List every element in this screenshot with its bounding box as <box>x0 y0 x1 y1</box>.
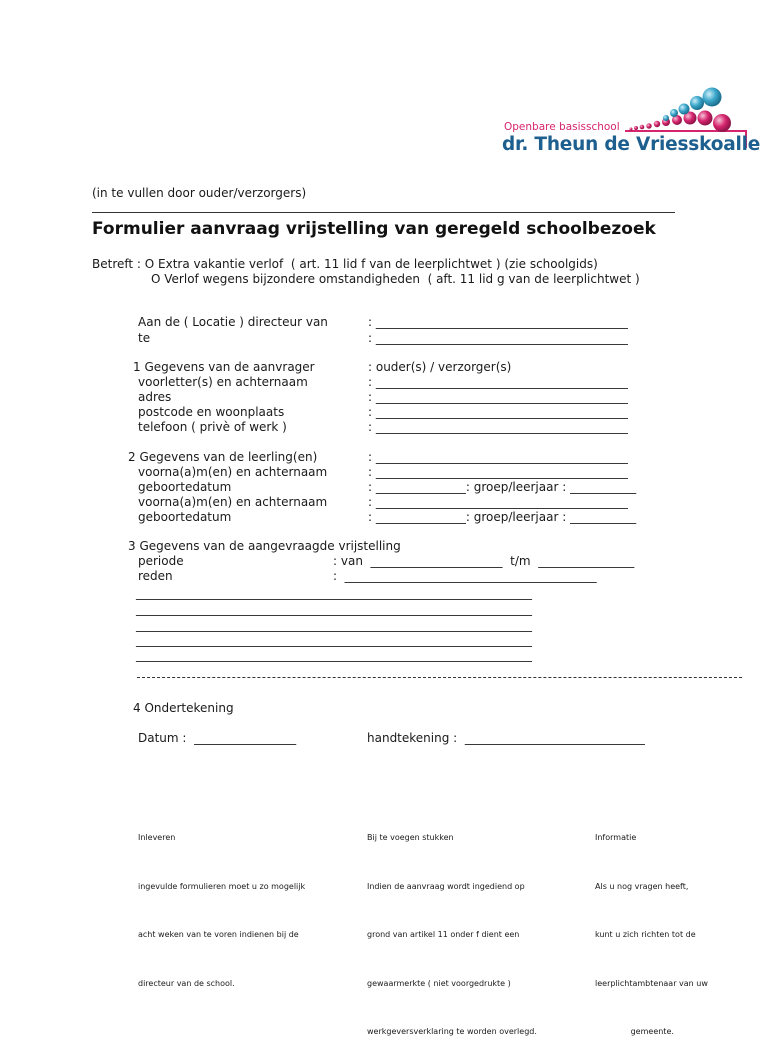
footer-text: werkgeversverklaring te worden overlegd. <box>367 1027 537 1036</box>
footer-text: Als u nog vragen heeft, <box>595 881 689 891</box>
dashed-divider <box>137 677 742 678</box>
footer-text: gemeente. <box>595 1027 674 1036</box>
footer-informatie-title: Informatie <box>595 833 637 842</box>
field-label-name: voorletter(s) en achternaam <box>138 375 308 389</box>
betreft-option-bijzondere-omstandigheden[interactable]: O Verlof wegens bijzondere omstandigheden ( aft. 11 lid g van de leerplichtwet ) <box>151 272 640 286</box>
reden-field[interactable]: : __________________________________________ <box>333 569 597 583</box>
child1-birthdate-group-field[interactable]: : _______________: groep/leerjaar : ___________ <box>368 480 637 494</box>
section3-heading: 3 Gegevens van de aangevraagde vrijstelling <box>128 539 401 553</box>
footer-text: ingevulde formulieren moet u zo mogelijk <box>138 881 306 891</box>
child1-name-field[interactable]: : __________________________________________ <box>368 465 628 479</box>
applicant-phone-field[interactable]: : __________________________________________ <box>368 420 628 434</box>
field-label-child1-birthdate: geboortedatum <box>138 480 232 494</box>
field-label-periode: periode <box>138 554 184 568</box>
reden-line[interactable]: __________________________________________________________________ <box>136 648 532 662</box>
field-label-telefoon: telefoon ( privè of werk ) <box>138 420 287 434</box>
school-logo <box>500 82 761 162</box>
reden-line[interactable]: __________________________________________________________________ <box>136 602 532 616</box>
field-label-child1-name: voorna(a)m(en) en achternaam <box>138 465 328 479</box>
field-label-reden: reden <box>138 569 173 583</box>
section2-heading-field[interactable]: : __________________________________________ <box>368 450 628 464</box>
footer-text: gewaarmerkte ( niet voorgedrukte ) <box>367 978 511 988</box>
footer-text: grond van artikel 11 onder f dient een <box>367 930 520 939</box>
form-intro: (in te vullen door ouder/verzorgers) <box>92 186 307 200</box>
section2-heading: 2 Gegevens van de leerling(en) <box>128 450 318 464</box>
reden-line[interactable]: __________________________________________________________________ <box>136 633 532 647</box>
section4-heading: 4 Ondertekening <box>133 701 234 715</box>
child2-name-field[interactable]: : __________________________________________ <box>368 495 628 509</box>
betreft-option-extra-verlof[interactable]: Betreft : O Extra vakantie verlof ( art. 11 lid f van de leerplichtwet ) (zie schoolgids) <box>92 257 598 271</box>
footer-inleveren <box>138 795 305 1008</box>
field-label-adres: adres <box>138 390 172 404</box>
address-label-te: te <box>138 331 151 345</box>
page-title: Formulier aanvraag vrijstelling van geregeld schoolbezoek <box>92 219 656 239</box>
title-divider <box>92 212 675 213</box>
footer-text: kunt u zich richten tot de <box>595 930 696 939</box>
section1-heading: 1 Gegevens van de aanvrager <box>133 360 315 374</box>
address-place-field[interactable]: : __________________________________________ <box>368 331 628 345</box>
child2-birthdate-group-field[interactable]: : _______________: groep/leerjaar : ___________ <box>368 510 637 524</box>
reden-line[interactable]: __________________________________________________________________ <box>136 618 532 632</box>
logo-school-name: dr. Theun de Vriesskoalle <box>502 134 761 155</box>
applicant-address-field[interactable]: : __________________________________________ <box>368 390 628 404</box>
address-director-field[interactable]: : __________________________________________ <box>368 315 628 329</box>
field-label-child2-birthdate: geboortedatum <box>138 510 232 524</box>
section1-heading-value: : ouder(s) / verzorger(s) <box>368 360 512 374</box>
periode-field[interactable]: : van ______________________ t/m ________________ <box>333 554 635 568</box>
footer-informatie <box>595 795 708 1057</box>
footer-text: directeur van de school. <box>138 978 235 988</box>
handtekening-field[interactable]: handtekening : ______________________________ <box>367 731 645 745</box>
footer-text: acht weken van te voren indienen bij de <box>138 930 299 939</box>
applicant-name-field[interactable]: : __________________________________________ <box>368 375 628 389</box>
footer-stukken-title: Bij te voegen stukken <box>367 833 454 842</box>
applicant-postcode-field[interactable]: : __________________________________________ <box>368 405 628 419</box>
footer-inleveren-title: Inleveren <box>138 833 176 842</box>
address-label: Aan de ( Locatie ) directeur van <box>138 315 328 329</box>
footer-text: Indien de aanvraag wordt ingediend op <box>367 881 525 891</box>
datum-field[interactable]: Datum : _________________ <box>138 731 297 745</box>
field-label-child2-name: voorna(a)m(en) en achternaam <box>138 495 328 509</box>
field-label-postcode: postcode en woonplaats <box>138 405 285 419</box>
logo-school-type: Openbare basisschool <box>504 121 620 133</box>
footer-text: leerplichtambtenaar van uw <box>595 978 708 988</box>
footer-stukken <box>367 795 537 1057</box>
reden-line[interactable]: __________________________________________________________________ <box>136 586 532 600</box>
